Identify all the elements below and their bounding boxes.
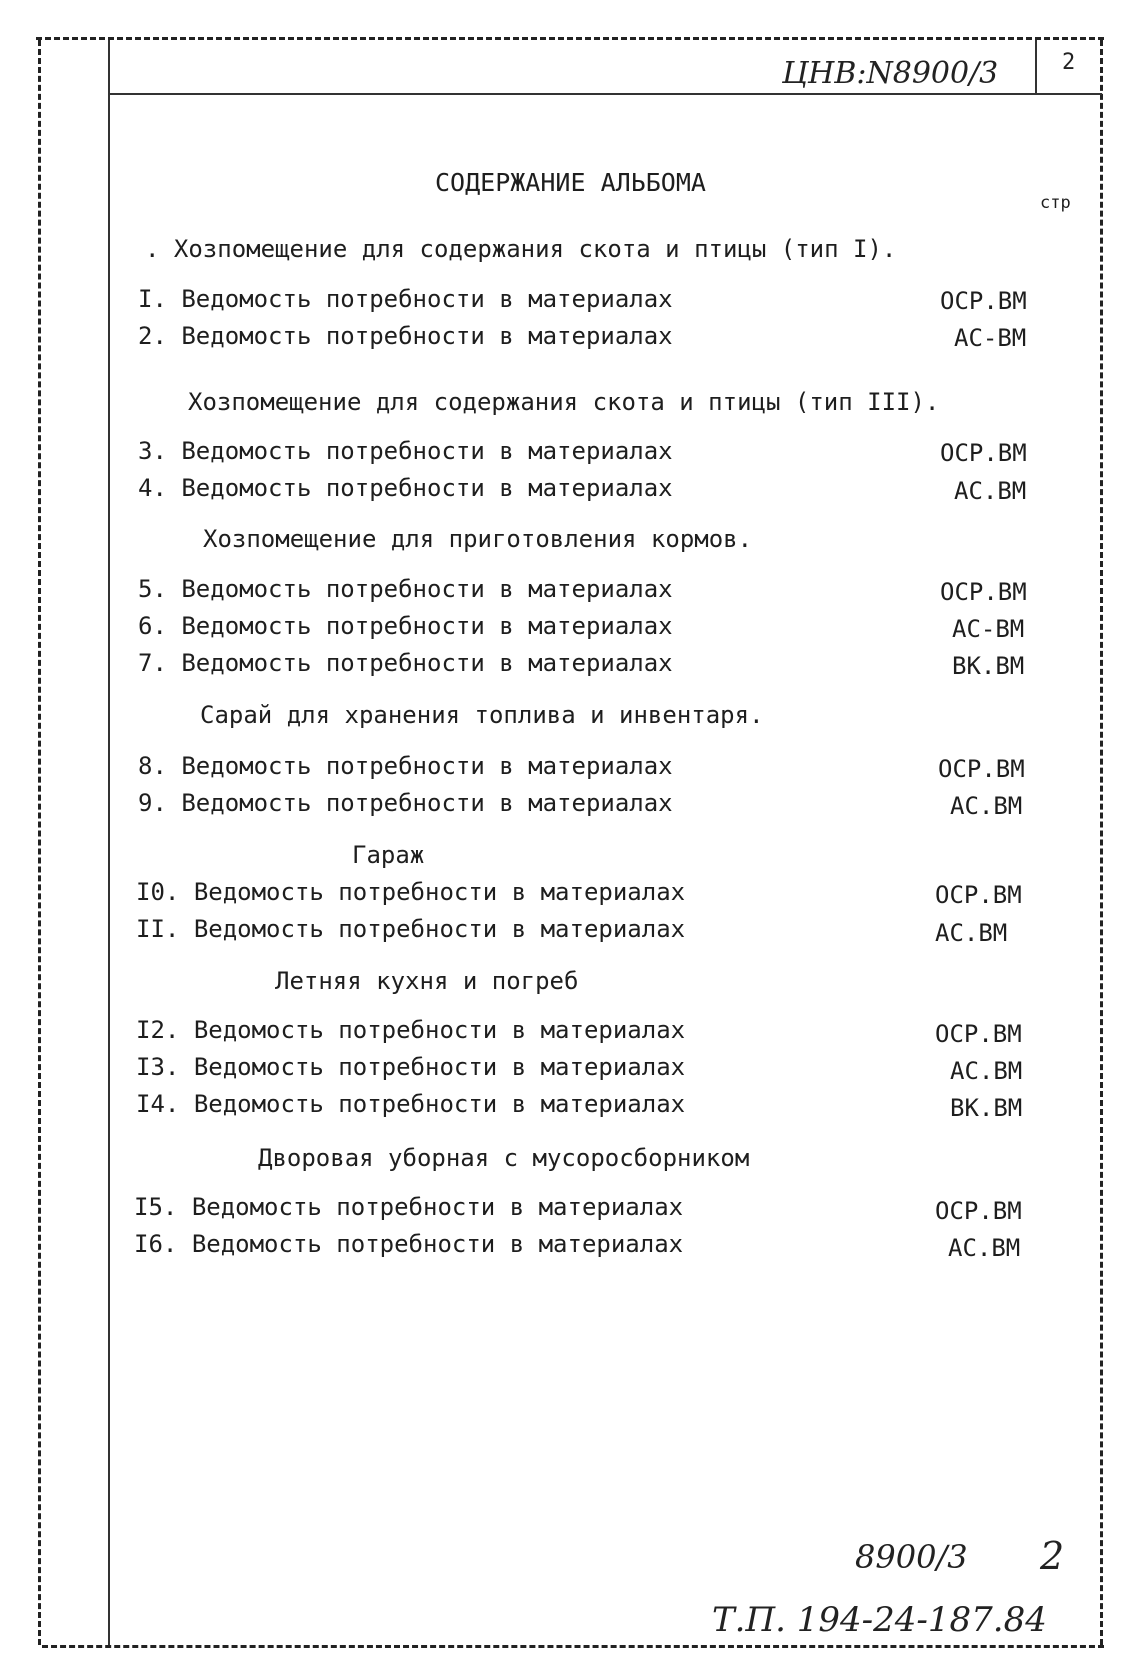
item-code: АС.ВМ bbox=[935, 919, 1008, 947]
page-number-separator bbox=[1035, 40, 1037, 93]
list-item bbox=[138, 437, 673, 465]
item-number: II. bbox=[136, 915, 180, 943]
item-text: Ведомость потребности в материалах bbox=[181, 437, 673, 465]
item-code: АС.ВМ bbox=[954, 477, 1027, 505]
list-item bbox=[138, 649, 673, 677]
album-number: 8900/3 bbox=[855, 1538, 968, 1576]
section-title: Хозпомещение для приготовления кормов. bbox=[203, 525, 753, 553]
item-code: ОСР.ВМ bbox=[935, 881, 1022, 909]
frame-left-border bbox=[38, 40, 41, 1645]
item-code: ОСР.ВМ bbox=[935, 1020, 1022, 1048]
item-text: Ведомость потребности в материалах bbox=[181, 612, 673, 640]
item-text: Ведомость потребности в материалах bbox=[193, 915, 686, 943]
item-code: ОСР.ВМ bbox=[940, 578, 1027, 606]
item-text: Ведомость потребности в материалах bbox=[181, 322, 673, 350]
item-number: I3. bbox=[136, 1053, 180, 1081]
item-text: Ведомость потребности в материалах bbox=[181, 285, 673, 313]
binding-margin-line bbox=[108, 40, 110, 1645]
item-code: АС.ВМ bbox=[950, 792, 1023, 820]
list-item bbox=[136, 1016, 685, 1044]
list-item bbox=[136, 915, 685, 943]
list-item bbox=[138, 789, 673, 817]
item-number: 7. bbox=[138, 649, 167, 677]
page-column-label: стр bbox=[1040, 193, 1071, 213]
item-text: Ведомость потребности в материалах bbox=[181, 575, 673, 603]
list-item bbox=[136, 1053, 685, 1081]
item-code: ВК.ВМ bbox=[952, 652, 1025, 680]
frame-top-border bbox=[36, 37, 1104, 40]
item-code: АС.ВМ bbox=[950, 1057, 1023, 1085]
item-text: Ведомость потребности в материалах bbox=[191, 1193, 684, 1221]
item-text: Ведомость потребности в материалах bbox=[181, 474, 673, 502]
item-number: 3. bbox=[138, 437, 167, 465]
item-number: 6. bbox=[138, 612, 167, 640]
page-number: 2 bbox=[1062, 50, 1076, 75]
item-code: ОСР.ВМ bbox=[938, 755, 1025, 783]
section-title: Сарай для хранения топлива и инвентаря. bbox=[200, 701, 764, 729]
list-item bbox=[138, 752, 673, 780]
project-number: Т.П. 194-24-187.84 bbox=[712, 1600, 1047, 1640]
item-number: 5. bbox=[138, 575, 167, 603]
item-number: I0. bbox=[136, 878, 180, 906]
item-number: 9. bbox=[138, 789, 167, 817]
sheet-number: 2 bbox=[1040, 1534, 1065, 1578]
item-number: 8. bbox=[138, 752, 167, 780]
item-number: 2. bbox=[138, 322, 167, 350]
document-code: ЦНВ:N8900/3 bbox=[782, 56, 999, 91]
item-code: ВК.ВМ bbox=[950, 1094, 1023, 1122]
item-number: I4. bbox=[136, 1090, 180, 1118]
list-item bbox=[138, 322, 673, 350]
item-text: Ведомость потребности в материалах bbox=[181, 649, 673, 677]
item-text: Ведомость потребности в материалах bbox=[193, 1090, 686, 1118]
frame-right-border bbox=[1100, 40, 1103, 1645]
header-divider bbox=[108, 93, 1102, 95]
item-text: Ведомость потребности в материалах bbox=[191, 1230, 684, 1258]
item-number: 4. bbox=[138, 474, 167, 502]
item-text: Ведомость потребности в материалах bbox=[193, 1053, 686, 1081]
list-item bbox=[134, 1193, 683, 1221]
item-number: I5. bbox=[134, 1193, 178, 1221]
section-title: . Хозпомещение для содержания скота и птицы (тип I). bbox=[145, 235, 897, 263]
item-code: АС.ВМ bbox=[948, 1234, 1021, 1262]
item-text: Ведомость потребности в материалах bbox=[193, 878, 686, 906]
item-text: Ведомость потребности в материалах bbox=[181, 752, 673, 780]
item-number: I6. bbox=[134, 1230, 178, 1258]
list-item bbox=[138, 612, 673, 640]
list-item bbox=[138, 285, 673, 313]
item-text: Ведомость потребности в материалах bbox=[181, 789, 673, 817]
frame-bottom-border bbox=[42, 1645, 1104, 1648]
list-item bbox=[138, 575, 673, 603]
section-title: Летняя кухня и погреб bbox=[275, 967, 579, 995]
list-item bbox=[136, 878, 685, 906]
list-item bbox=[134, 1230, 683, 1258]
page-title: СОДЕРЖАНИЕ АЛЬБОМА bbox=[435, 168, 706, 197]
list-item bbox=[138, 474, 673, 502]
section-title: Гараж bbox=[352, 841, 425, 869]
item-code: АС-ВМ bbox=[954, 324, 1027, 352]
item-code: ОСР.ВМ bbox=[935, 1197, 1022, 1225]
list-item bbox=[136, 1090, 685, 1118]
item-code: ОСР.ВМ bbox=[940, 287, 1027, 315]
item-code: АС-ВМ bbox=[952, 615, 1025, 643]
section-title: Дворовая уборная с мусоросборником bbox=[258, 1144, 750, 1172]
item-text: Ведомость потребности в материалах bbox=[193, 1016, 686, 1044]
item-code: ОСР.ВМ bbox=[940, 439, 1027, 467]
section-title: Хозпомещение для содержания скота и птицы (тип III). bbox=[188, 388, 940, 416]
item-number: I2. bbox=[136, 1016, 180, 1044]
item-number: I. bbox=[138, 285, 167, 313]
